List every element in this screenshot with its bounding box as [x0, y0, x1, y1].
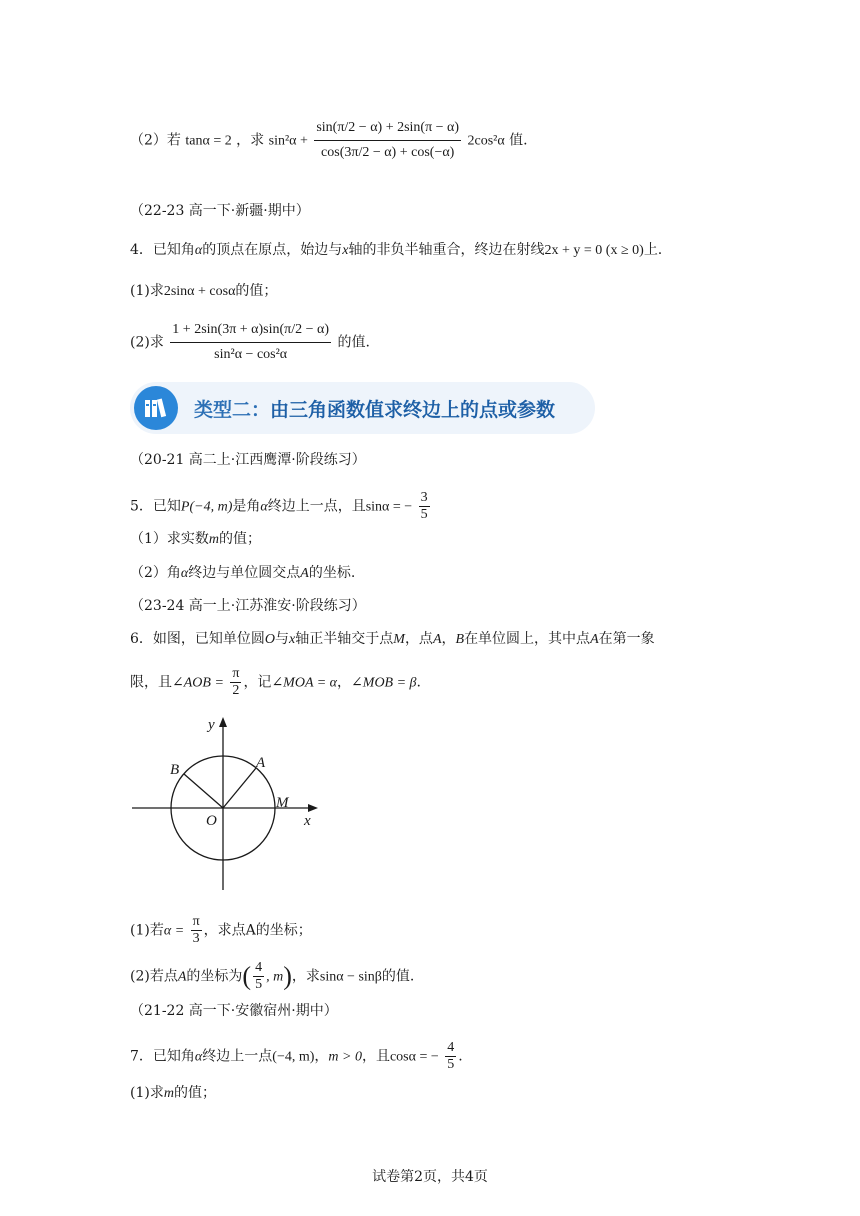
q4-source: （22-23 高一下·新疆·期中）: [130, 203, 310, 219]
q6-part2: (2)若点A的坐标为( $\frac{4}{5}$ , m)，求sinα − sinβ的值.: [130, 960, 415, 992]
q4-part1: (1)求2sinα + cosα的值；: [130, 283, 278, 299]
books-icon: [134, 386, 178, 430]
q5-part2: （2）角α终边与单位圆交点A的坐标.: [130, 565, 356, 581]
segment-OB: [184, 774, 223, 808]
page-footer: 试卷第2页，共4页: [372, 1169, 488, 1185]
label-A: A: [256, 755, 266, 771]
section-title: 类型二：由三角函数值求终边上的点或参数: [194, 399, 556, 421]
label-y: y: [208, 717, 215, 733]
y-axis-arrow: [219, 717, 227, 727]
x-axis-arrow: [308, 804, 318, 812]
label-O: O: [206, 813, 217, 829]
q6-source: （23-24 高一上·江苏淮安·阶段练习）: [130, 598, 366, 614]
q3-fraction: $\frac{\sin(\pi/2 - \alpha) + 2\sin(\pi - \alpha)}{\cos(3\pi/2 - \alpha) + \cos(-\alpha)}$: [314, 116, 461, 165]
section-banner: [130, 382, 595, 434]
unit-circle-figure: [128, 712, 328, 894]
q5-stem: 5．已知P(−4, m)是角α终边上一点，且sinα = − $\frac{3}{5}$: [130, 490, 428, 522]
q4-stem: 4．已知角α的顶点在原点，始边与x轴的非负半轴重合，终边在射线2x + y = 0 (x ≥ 0)上.: [130, 242, 663, 258]
q5-source: （20-21 高二上·江西鹰潭·阶段练习）: [130, 452, 366, 468]
label-B: B: [170, 762, 180, 778]
q5-part1: （1）求实数m的值；: [130, 531, 262, 547]
q6-part1: (1)若α = $\frac{\pi}{3}$ ，求点A的坐标；: [130, 914, 312, 946]
q4-fraction: $\frac{1 + 2\sin(3\pi + \alpha)\sin(\pi/2 - \alpha)}{\text{sin²α − cos²α}}$: [170, 318, 331, 367]
q6-stem2: 限，且∠AOB = $\frac{\pi}{2}$ ，记∠MOA = α，∠MOB = β.: [130, 666, 421, 698]
q7-stem: 7．已知角α终边上一点(−4, m)，m > 0，且cosα = − $\frac{4}{5}$ .: [130, 1040, 463, 1072]
q7-source: （21-22 高一下·安徽宿州·期中）: [130, 1003, 338, 1019]
q6-stem: 6．如图，已知单位圆O与x轴正半轴交于点M，点A，B在单位圆上，其中点A在第一象: [130, 631, 655, 647]
q7-part1: (1)求m的值；: [130, 1085, 216, 1101]
label-x: x: [304, 813, 311, 829]
q3-part2: （2）若 tanα = 2 ，求 sin²α + $\frac{\sin(\pi/2 - \alpha) + 2\sin(\pi - \alpha)}{\cos(3\pi/2 - \alpha) + \cos(-\alpha)}$ 2cos²α 值.: [130, 116, 528, 165]
q4-part2: (2)求 $\frac{1 + 2\sin(3\pi + \alpha)\sin(\pi/2 - \alpha)}{\text{sin²α − cos²α}}$ 的值.: [130, 318, 370, 367]
label-M: M: [276, 795, 289, 811]
segment-OA: [223, 768, 256, 808]
